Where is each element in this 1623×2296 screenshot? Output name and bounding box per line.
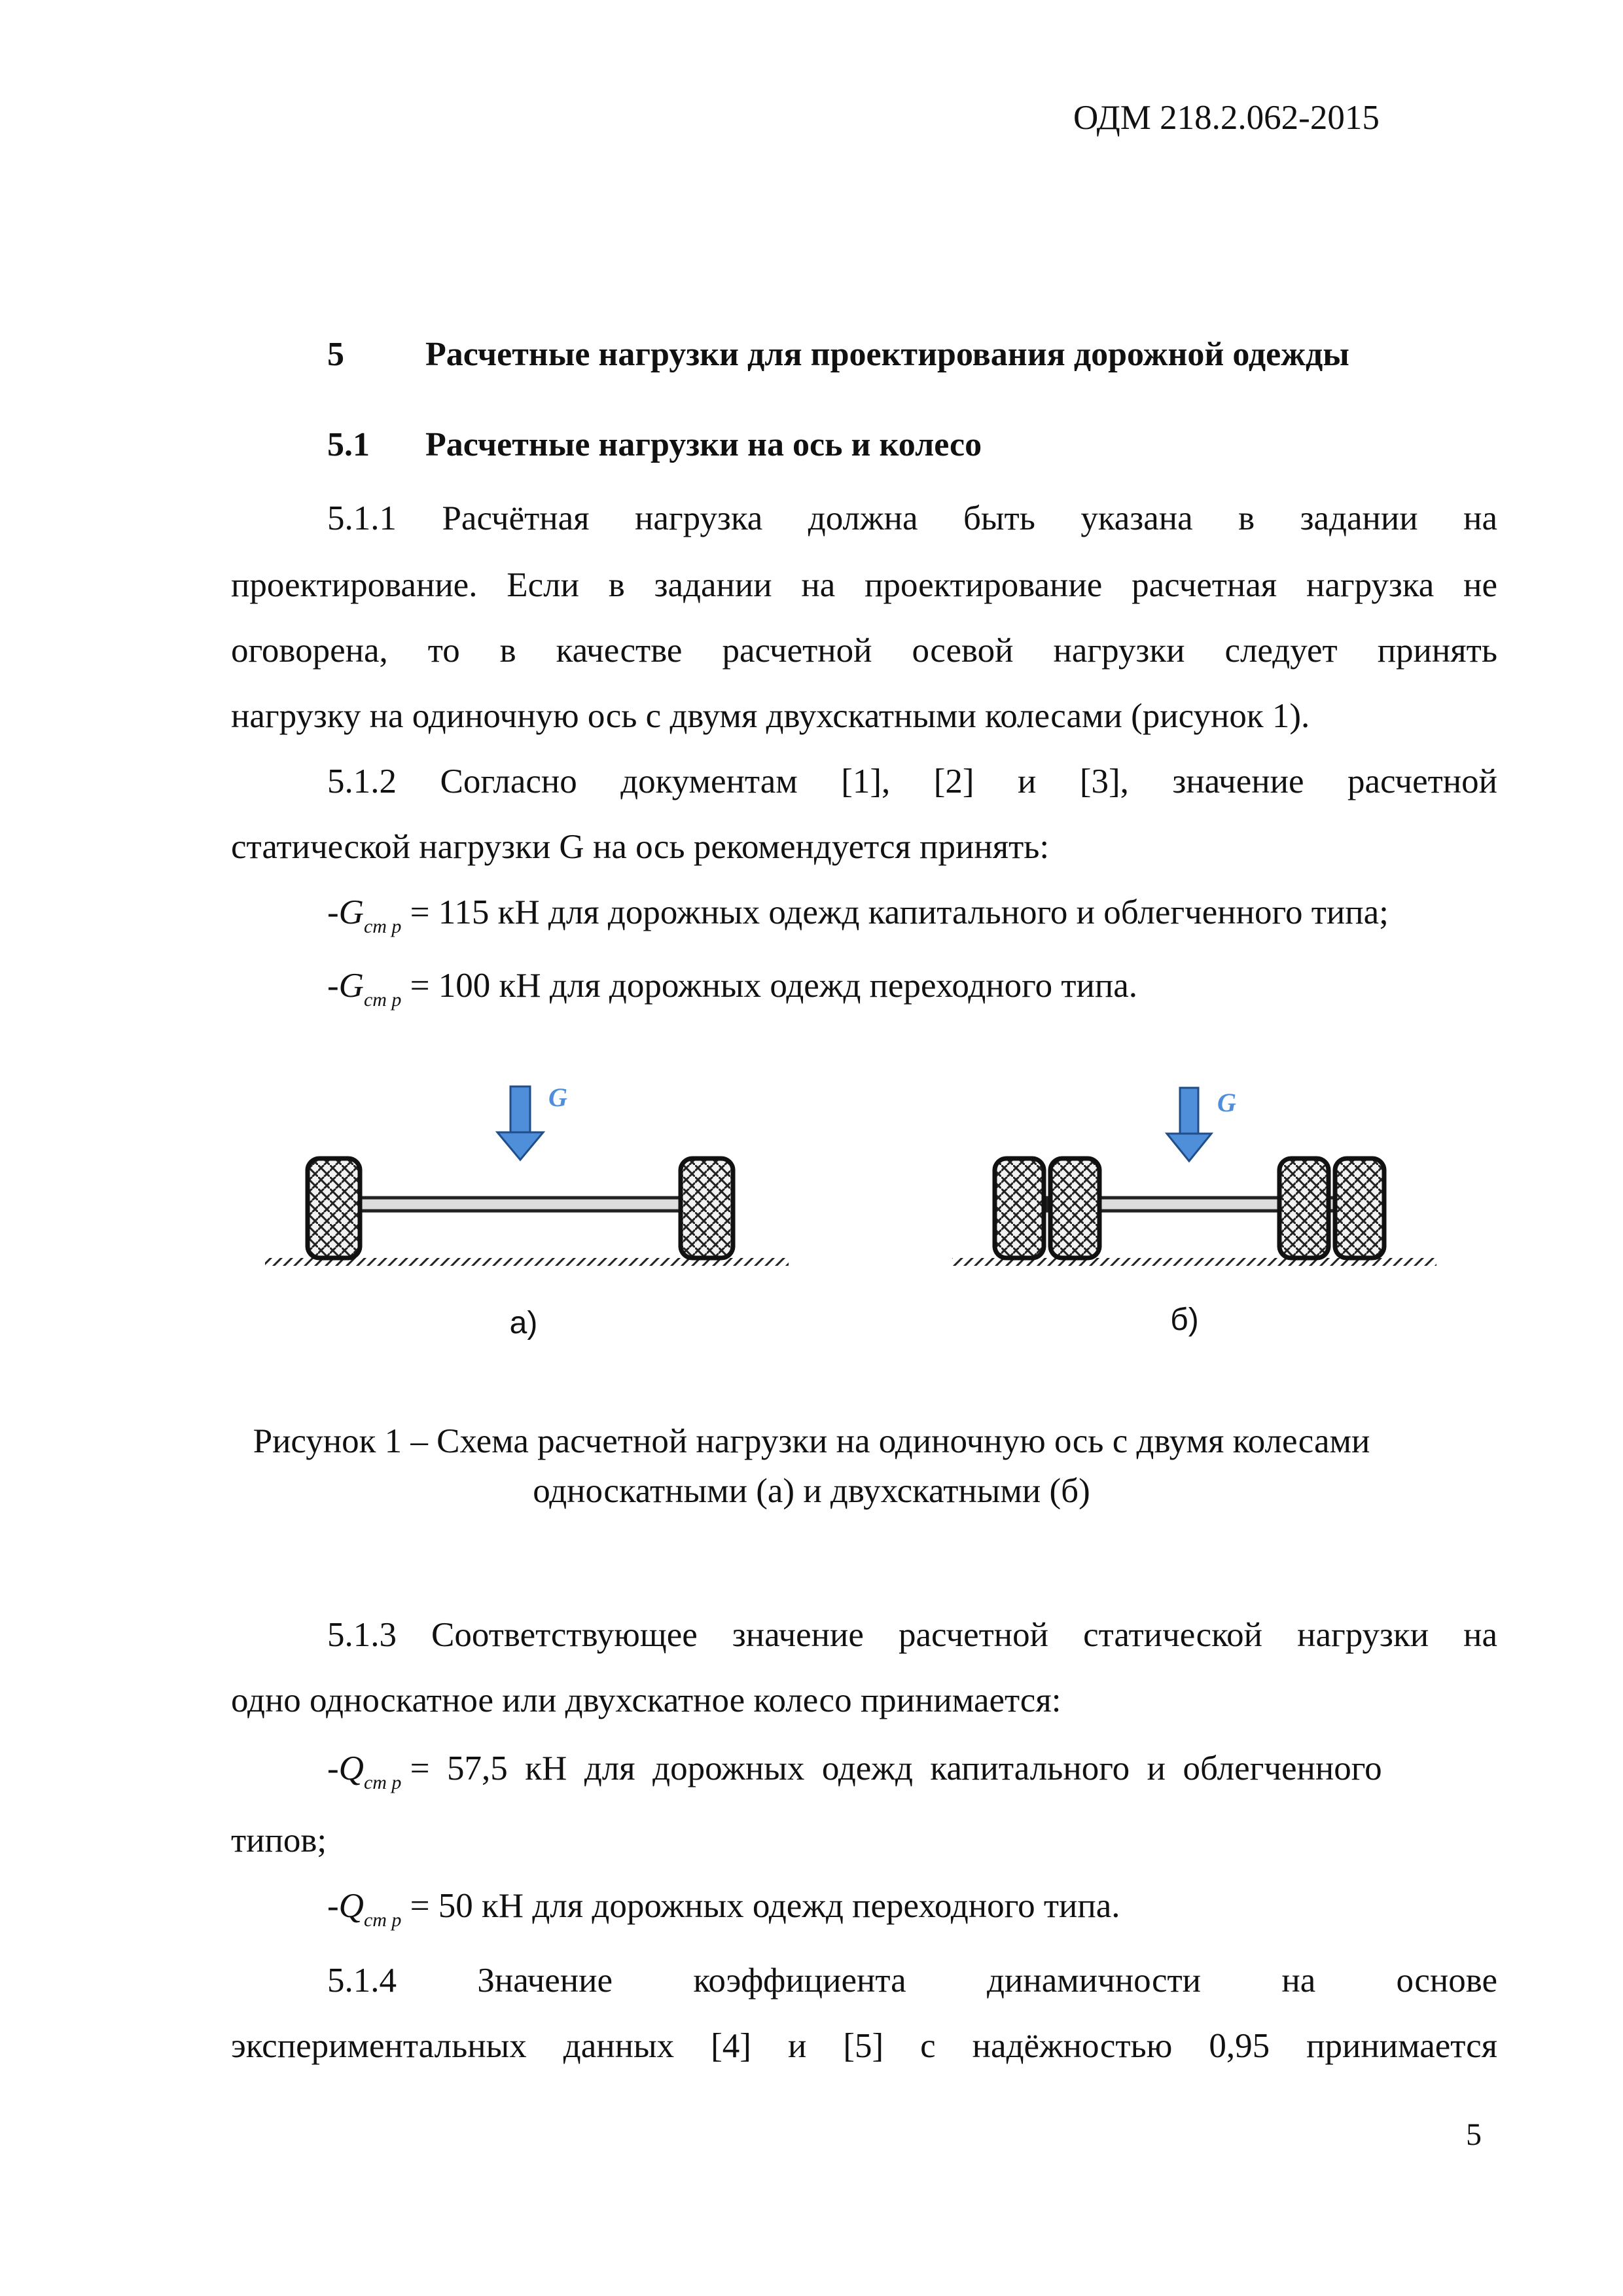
paragraph-5-1-1-line1: 5.1.1 Расчётная нагрузка должна быть указана в задании на [327,499,1497,537]
symbol-q: Q [338,1749,364,1787]
wheel-right-inner [1279,1158,1329,1258]
paragraph-5-1-1-line3: оговорена, то в качестве расчетной осевой нагрузки следует принять [231,632,1497,670]
figure-label-a: а) [509,1306,538,1340]
list-item-text: = 50 кН для дорожных одежд переходного типа. [410,1887,1120,1925]
document-code: ОДМ 218.2.062-2015 [1073,99,1380,137]
subscript: ст р [363,1772,402,1793]
force-label-a: G [548,1083,567,1112]
wheel-left [308,1158,360,1258]
list-item-text: = 115 кН для дорожных одежд капитального и облегченного типа; [410,893,1389,931]
wheel-right-outer [1335,1158,1384,1258]
wheel-left-inner [1050,1158,1099,1258]
diagram-single-wheels [265,1083,789,1266]
symbol-q: Q [338,1887,364,1925]
section-number: 5 [327,336,344,373]
wheel-right [681,1158,733,1258]
figure-caption-line2: односкатными (а) и двухскатными (б) [533,1472,1090,1510]
list-item-q-transitional: $-Q_{ст р} = 50$ кН для дорожных одежд переходного типа. [327,1887,1120,1931]
list-item-text: = 57,5 кН для дорожных одежд капитального и облегченного [410,1749,1382,1787]
paragraph-5-1-1-line4: нагрузку на одиночную ось с двумя двухскатными колесами (рисунок 1). [231,697,1310,735]
list-item-g-capital: $-G_{ст р} = 115$ кН для дорожных одежд капитального и облегченного типа; [327,893,1389,937]
subsection-title: Расчетные нагрузки на ось и колесо [425,426,982,463]
paragraph-5-1-4-line2: экспериментальных данных [4] и [5] с надёжностью 0,95 принимается [231,2027,1497,2065]
axle [359,1198,686,1211]
subscript: ст р [363,1909,402,1931]
symbol-g: G [338,967,364,1005]
list-item-g-transitional: $-G_{ст р} = 100$ кН для дорожных одежд переходного типа. [327,967,1137,1011]
subscript: ст р [363,916,402,937]
list-item-text: = 100 кН для дорожных одежд переходного типа. [410,967,1137,1005]
page-number: 5 [1466,2117,1482,2152]
force-label-b: G [1217,1088,1236,1117]
symbol-g: G [338,893,364,931]
subscript: ст р [363,989,402,1011]
paragraph-5-1-2-line2: статической нагрузки G на ось рекомендуется принять: [231,828,1050,866]
paragraph-5-1-3-line2: одно односкатное или двухскатное колесо принимается: [231,1681,1061,1719]
figure-caption-line1: Рисунок 1 – Схема расчетной нагрузки на одиночную ось с двумя колесами [253,1422,1370,1460]
load-arrow-icon [1167,1088,1211,1161]
list-item-q-capital: $-Q_{ст р} = 57,5$ кН для дорожных одежд капитального и облегченного [327,1749,1382,1793]
paragraph-5-1-1-line2: проектирование. Если в задании на проектирование расчетная нагрузка не [231,566,1497,604]
diagram-dual-wheels [952,1088,1436,1266]
subsection-number: 5.1 [327,426,370,463]
section-title: Расчетные нагрузки для проектирования дорожной одежды [425,336,1349,373]
wheel-left-outer [995,1158,1044,1258]
paragraph-5-1-3-line1: 5.1.3 Соответствующее значение расчетной статической нагрузки на [327,1616,1497,1654]
axle-load-figure [0,1047,1623,1388]
paragraph-5-1-4-line1: 5.1.4 Значение коэффициента динамичности на основе [327,1962,1497,2000]
load-arrow-icon [497,1086,543,1160]
paragraph-5-1-2-line1: 5.1.2 Согласно документам [1], [2] и [3], значение расчетной [327,762,1497,800]
list-item-q-capital-cont: типов; [231,1821,327,1859]
figure-label-b: б) [1170,1302,1199,1337]
